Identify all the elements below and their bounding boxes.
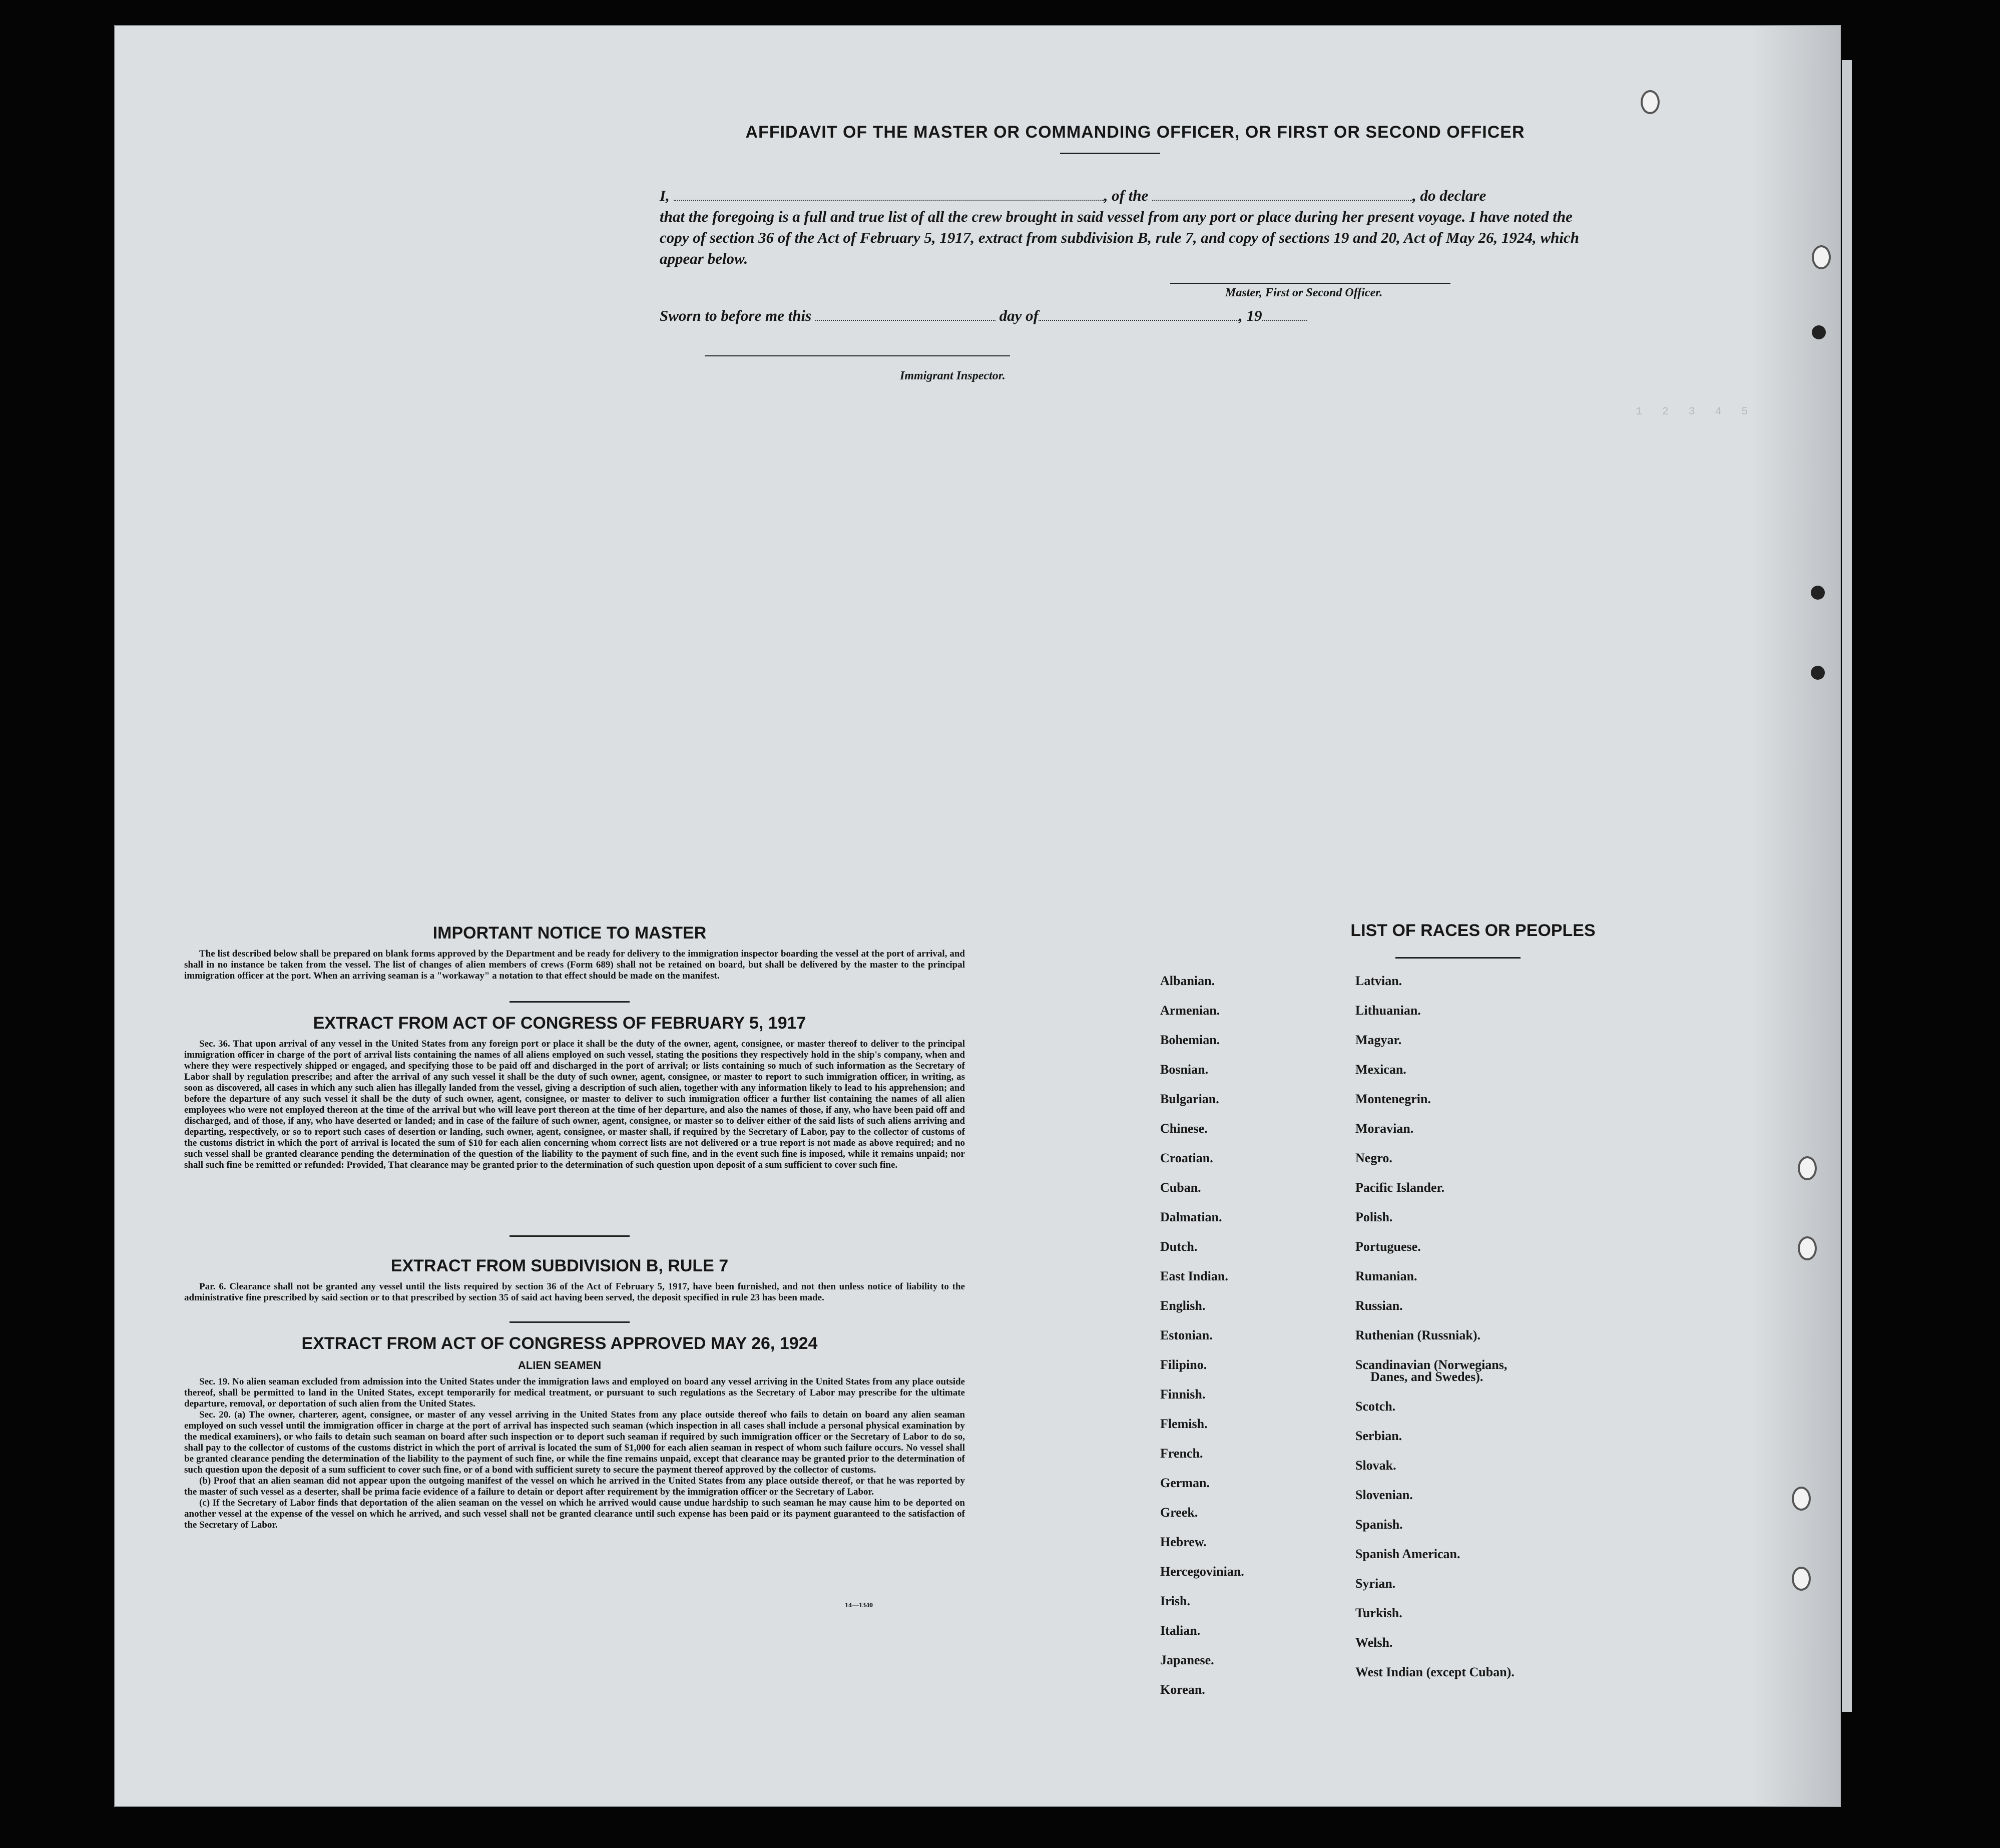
page-shadow	[1751, 25, 1841, 1807]
race-item: Greek.	[1160, 1505, 1198, 1520]
race-item: Armenian.	[1160, 1003, 1220, 1018]
race-item: Finnish.	[1160, 1387, 1206, 1402]
extract-rule7-title: EXTRACT FROM SUBDIVISION B, RULE 7	[390, 1256, 729, 1275]
race-item: Korean.	[1160, 1682, 1205, 1697]
sworn-year-field[interactable]	[1262, 309, 1307, 321]
master-name-field[interactable]	[674, 189, 1104, 201]
race-item: Montenegrin.	[1355, 1092, 1431, 1106]
title-rule	[1060, 153, 1160, 154]
extract-rule7-text: Par. 6. Clearance shall not be granted any vessel until the lists required by section 36 of the Act of February 5, 1917, have been furnished, and not then unless notice of liability to the administrative fine prescribed by said section or to that prescribed by section 35 of said act having been served, the deposit specified in rule 23 has been made.	[184, 1281, 965, 1303]
sec-20a-text: Sec. 20. (a) The owner, charterer, agent, consignee, or master of any vessel arriving in the United States from any place outside thereof who fails to detain on board any alien seaman employed on such vessel until the immigration officer in charge at the port of arrival has inspected such seaman (which inspection in all cases shall include a personal physical examination by the medical examiners), or who fails to detain such seaman on board after such inspection or to deport such seaman if required by such immigration officer or the Secretary of Labor to do so, shall pay to the collector of customs of the customs district in which the port of arrival is located the sum of $1,000 for each alien seaman in respect of whom such failure occurs. No vessel shall be granted clearance pending the determination of the liability to the payment of such fine, or while the fine remains unpaid, except that clearance may be granted prior to the determination of such question upon the deposit of a sum sufficient to cover such fine, or of a bond with sufficient surety to secure the payment thereof approved by the collector of customs.	[184, 1410, 965, 1475]
sworn-day-field[interactable]	[815, 309, 995, 321]
sworn-month-field[interactable]	[1039, 309, 1239, 321]
sworn-year-prefix: , 19	[1239, 307, 1262, 324]
sworn-line	[660, 305, 1601, 326]
race-item: Spanish.	[1355, 1517, 1403, 1532]
extract-1917-text: Sec. 36. That upon arrival of any vessel in the United States from any foreign port or place it shall be the duty of the owner, agent, consignee, or master thereof to deliver to the principal immigration officer in charge of the port of arrival lists containing the names of all aliens employed on such vessel, stating the positions they respectively hold in the ship's company, when and where they were respectively shipped or engaged, and specifying those to be paid off and discharged in the port of arrival; or lists containing so much of such information as the Secretary of Labor shall by regulation prescribe; and after the arrival of any such vessel it shall be the duty of such owner, agent, consignee, or master to report to such immigration officer, in writing, as soon as discovered, all cases in which any such alien has illegally landed from the vessel, giving a description of such alien, together with any information likely to lead to his apprehension; and before the departure of any such vessel it shall be the duty of such owner, agent, consignee, or master to deliver to such immigration officer a further list containing the names of all alien employees who were not employed thereon at the time of the arrival but who will leave port thereon at the time of her departure, and also the names of those, if any, who have been paid off and discharged, and of those, if any, who have deserted or landed; and in case of the failure of such owner, agent, consignee, or master so to deliver either of the said lists of such aliens arriving and departing, respectively, or so to report such cases of desertion or landing, such owner, agent, consignee, or master shall, if required by the Secretary of Labor, pay to the collector of customs of the customs district in which the port of arrival is located the sum of $10 for each alien concerning whom correct lists are not delivered or a true report is not made as above required; and no such vessel shall be granted clearance pending the determination of the question of the liability to the payment of such fine, and in the event such fine is imposed, while it remains unpaid; nor shall such fine be remitted or refunded: Provided, That clearance may be granted prior to the determination of such question upon deposit of a sum sufficient to cover such fine.	[184, 1039, 965, 1170]
punch-hole	[1792, 1567, 1811, 1591]
vessel-name-field[interactable]	[1152, 189, 1412, 201]
race-item: Dalmatian.	[1160, 1210, 1222, 1224]
affidavit-title: AFFIDAVIT OF THE MASTER OR COMMANDING OFFICER, OR FIRST OR SECOND OFFICER	[745, 123, 1525, 142]
declaration-of: , of the	[1104, 187, 1149, 204]
race-item: Spanish American.	[1355, 1547, 1460, 1561]
race-item: Ruthenian (Russniak).	[1355, 1328, 1480, 1342]
sworn-day-of: day of	[999, 307, 1039, 324]
race-item: Slovenian.	[1355, 1488, 1413, 1502]
races-rule	[1395, 957, 1521, 959]
race-item: Moravian.	[1355, 1121, 1414, 1136]
races-left-column	[1160, 974, 1350, 1712]
extract-1917-rule	[510, 1235, 630, 1237]
race-item: Irish.	[1160, 1594, 1190, 1608]
race-item: Welsh.	[1355, 1635, 1393, 1650]
declaration-body: that the foregoing is a full and true list of all the crew brought in said vessel from any port or place during her present voyage. I have noted the copy of section 36 of the Act of February 5, 1917, extract from subdivision B, rule 7, and copy of sections 19 and 20, Act of May 26, 1924, which appear below.	[660, 208, 1579, 267]
punch-hole	[1812, 325, 1826, 339]
race-item: Bosnian.	[1160, 1062, 1209, 1077]
declaration-declare: , do declare	[1412, 187, 1486, 204]
race-item: Syrian.	[1355, 1576, 1396, 1591]
punch-hole	[1641, 90, 1660, 114]
race-item: East Indian.	[1160, 1269, 1228, 1283]
race-item: Scotch.	[1355, 1399, 1396, 1414]
punch-hole	[1812, 245, 1831, 269]
bleed-through-text: 1 2 3 4 5	[1636, 405, 1748, 418]
race-item: Cuban.	[1160, 1180, 1201, 1195]
sec-19-text: Sec. 19. No alien seaman excluded from admission into the United States under the immigration laws and employed on board any vessel arriving in the United States from any place outside thereof, shall be permitted to land in the United States, except temporarily for medical treatment, or pursuant to such regulations as the Secretary of Labor may prescribe for the ultimate departure, removal, or deportation of such alien from the United States.	[184, 1376, 965, 1409]
notice-rule	[510, 1001, 630, 1003]
race-item: Filipino.	[1160, 1357, 1207, 1372]
race-item: English.	[1160, 1298, 1206, 1313]
race-item: Albanian.	[1160, 974, 1215, 988]
punch-hole	[1811, 666, 1825, 680]
declaration-i: I,	[660, 187, 670, 204]
document-sheet	[114, 25, 1841, 1807]
punch-hole	[1811, 586, 1825, 600]
race-item: Bohemian.	[1160, 1033, 1220, 1047]
extract-1917-title: EXTRACT FROM ACT OF CONGRESS OF FEBRUARY 5, 1917	[313, 1014, 806, 1033]
extract-1924-sections	[184, 1376, 965, 1531]
race-item: Negro.	[1355, 1151, 1392, 1165]
punch-hole	[1792, 1487, 1811, 1511]
underlying-page-edge	[1842, 60, 1852, 1712]
extract-1924-subtitle: ALIEN SEAMEN	[518, 1359, 602, 1371]
inspector-signature-line[interactable]	[705, 355, 1010, 356]
punch-hole	[1798, 1236, 1817, 1260]
race-item: West Indian (except Cuban).	[1355, 1665, 1515, 1679]
race-item: Italian.	[1160, 1623, 1201, 1638]
race-item: Portuguese.	[1355, 1239, 1421, 1254]
sec-20c-text: (c) If the Secretary of Labor finds that deportation of the alien seaman on the vessel on which he arrived would cause undue hardship to such seaman he may cause him to be deported on another vessel at the expense of the vessel on which he arrived, and such vessel shall not be granted clearance until such expense has been paid or its payment guaranteed to the satisfaction of the Secretary of Labor.	[184, 1498, 965, 1530]
sworn-text: Sworn to before me this	[660, 307, 812, 324]
race-item: Russian.	[1355, 1298, 1403, 1313]
race-item: Bulgarian.	[1160, 1092, 1219, 1106]
extract-1924-title: EXTRACT FROM ACT OF CONGRESS APPROVED MAY 26, 1924	[301, 1334, 818, 1353]
signature-label: Master, First or Second Officer.	[1225, 286, 1383, 299]
race-item: Slovak.	[1355, 1458, 1396, 1473]
race-item: Scandinavian (Norwegians,	[1355, 1357, 1508, 1372]
race-item: Magyar.	[1355, 1033, 1402, 1047]
race-item: Lithuanian.	[1355, 1003, 1421, 1018]
race-item: Mexican.	[1355, 1062, 1406, 1077]
race-item: German.	[1160, 1476, 1210, 1490]
race-item: Rumanian.	[1355, 1269, 1417, 1283]
signature-line[interactable]	[1170, 283, 1450, 284]
race-item: Flemish.	[1160, 1417, 1208, 1431]
notice-text: The list described below shall be prepared on blank forms approved by the Department and be ready for delivery to the immigration inspector boarding the vessel at the port of arrival, and shall in no instance be taken from the vessel. The list of changes of alien members of crews (Form 689) shall not be retained on board, but shall be delivered by the master to the principal immigration officer at the port. When an arriving seaman is a "workaway" a notation to that effect should be made on the manifest.	[184, 949, 965, 981]
notice-title: IMPORTANT NOTICE TO MASTER	[432, 923, 707, 943]
race-item: Polish.	[1355, 1210, 1393, 1224]
race-item: Danes, and Swedes).	[1370, 1369, 1483, 1384]
race-item: Croatian.	[1160, 1151, 1213, 1165]
races-title: LIST OF RACES OR PEOPLES	[1350, 921, 1596, 940]
race-item: Pacific Islander.	[1355, 1180, 1445, 1195]
race-item: Hebrew.	[1160, 1535, 1207, 1549]
race-item: French.	[1160, 1446, 1203, 1461]
inspector-label: Immigrant Inspector.	[900, 369, 1006, 382]
form-number: 14—1340	[845, 1602, 873, 1609]
race-item: Dutch.	[1160, 1239, 1198, 1254]
race-item: Serbian.	[1355, 1429, 1402, 1443]
extract-rule7-rule	[510, 1321, 630, 1323]
affidavit-declaration	[660, 185, 1601, 269]
races-right-column	[1355, 974, 1616, 1694]
race-item: Estonian.	[1160, 1328, 1213, 1342]
sec-20b-text: (b) Proof that an alien seaman did not appear upon the outgoing manifest of the vessel on which he arrived in the United States from any place outside thereof, or that he was reported by the master of such vessel as a deserter, shall be prima facie evidence of a failure to detain or deport after requirement by the immigration officer or the Secretary of Labor.	[184, 1476, 965, 1497]
race-item: Turkish.	[1355, 1606, 1402, 1620]
punch-hole	[1798, 1156, 1817, 1180]
race-item: Hercegovinian.	[1160, 1564, 1244, 1579]
race-item: Latvian.	[1355, 974, 1402, 988]
race-item: Japanese.	[1160, 1653, 1214, 1667]
race-item: Chinese.	[1160, 1121, 1208, 1136]
